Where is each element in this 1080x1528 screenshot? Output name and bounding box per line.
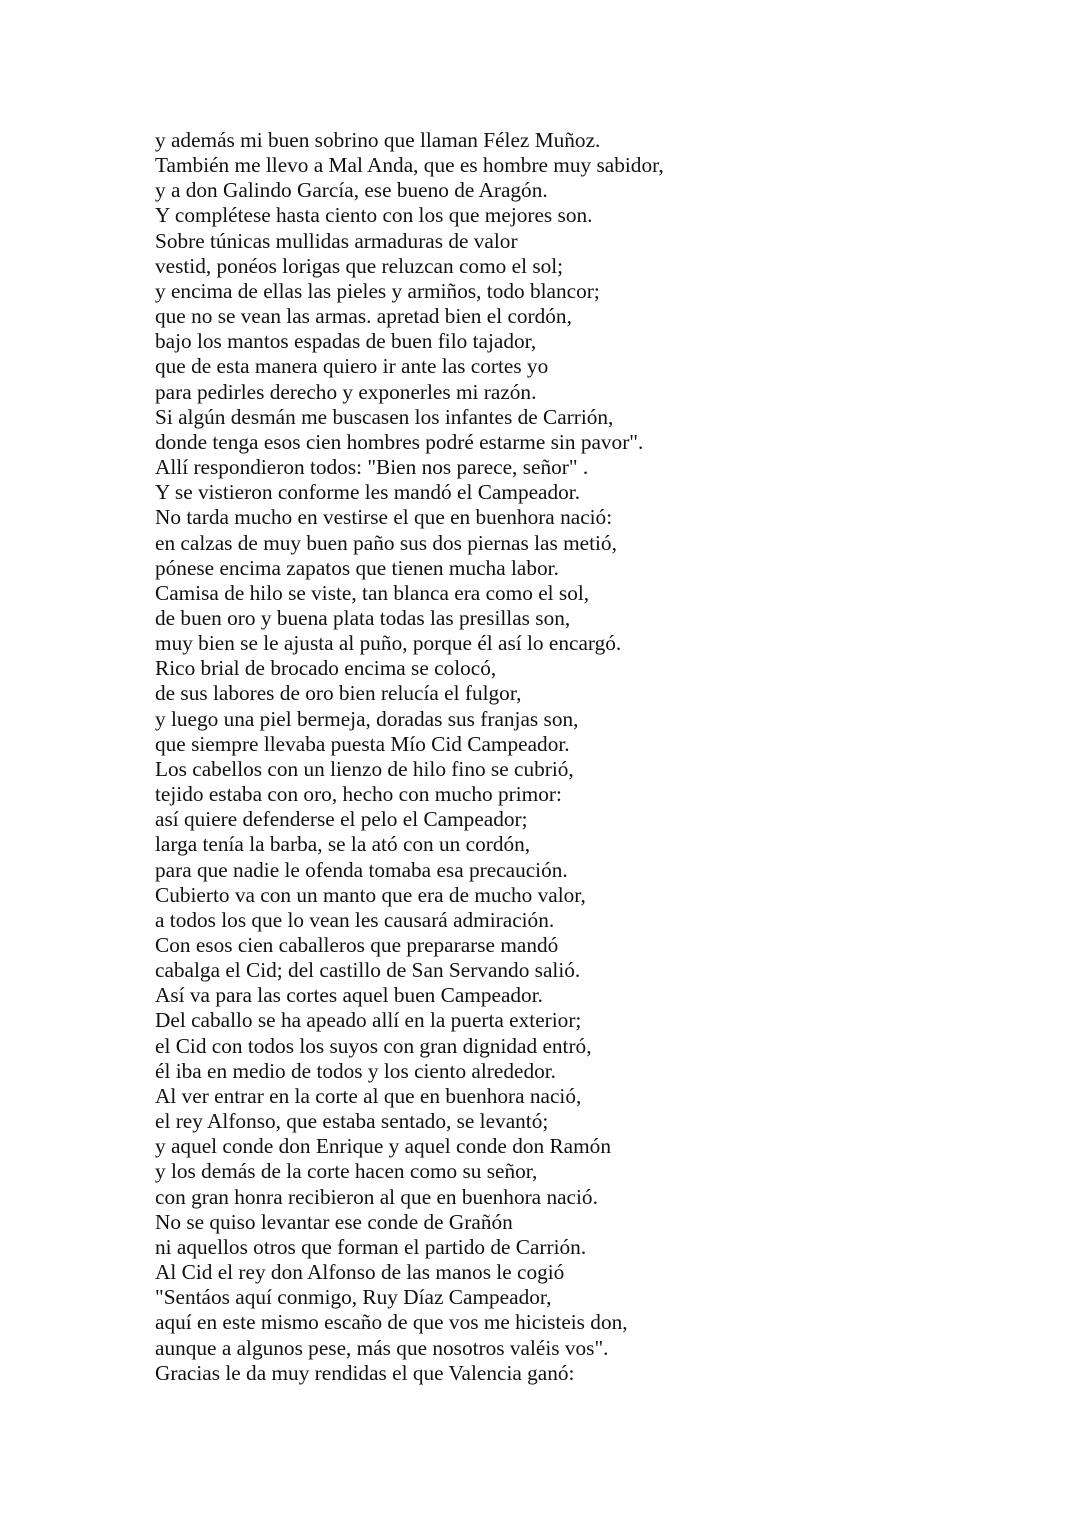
verse-line: Con esos cien caballeros que prepararse mandó [155,933,559,957]
verse-line: de sus labores de oro bien relucía el fulgor, [155,681,522,706]
verse-line: Los cabellos con un lienzo de hilo fino se cubrió, [155,756,574,781]
verse-line: aquí en este mismo escaño de que vos me hicisteis don, [155,1310,628,1335]
verse-line: Camisa de hilo se viste, tan blanca era como el sol, [155,580,590,605]
verse-line: vestid, ponéos lorigas que reluzcan como el sol; [155,253,564,278]
verse-line: de buen oro y buena plata todas las presillas son, [155,605,571,630]
verse-line: que siempre llevaba puesta Mío Cid Campeador. [155,731,570,756]
verse-line: y aquel conde don Enrique y aquel conde don Ramón [155,1134,611,1159]
verse-line: Cubierto va con un manto que era de mucho valor, [155,882,586,907]
verse-line: él iba en medio de todos y los ciento alrededor. [155,1058,556,1083]
verse-line: Y se vistieron conforme les mandó el Campeador. [155,480,581,505]
verse-line: Sobre túnicas mullidas armaduras de valor [155,228,518,253]
verse-line: No se quiso levantar ese conde de Grañón [155,1209,513,1234]
verse-line: pónese encima zapatos que tienen mucha labor. [155,555,559,580]
verse-line: Al Cid el rey don Alfonso de las manos le cogió [155,1260,565,1285]
verse-line: a todos los que lo vean les causará admiración. [155,907,555,932]
verse-line: cabalga el Cid; del castillo de San Servando salió. [155,958,581,983]
poem-text [155,128,664,1386]
verse-line: el Cid con todos los suyos con gran dignidad entró, [155,1033,592,1058]
verse-line: y encima de ellas las pieles y armiños, todo blancor; [155,278,600,303]
verse-line: para pedirles derecho y exponerles mi razón. [155,379,537,404]
verse-line: Si algún desmán me buscasen los infantes de Carrión, [155,404,614,429]
verse-line: muy bien se le ajusta al puño, porque él así lo encargó. [155,631,622,656]
verse-line: que no se vean las armas. apretad bien el cordón, [155,304,572,329]
verse-line: para que nadie le ofenda tomaba esa precaución. [155,857,568,882]
verse-line: Y complétese hasta ciento con los que mejores son. [155,203,593,228]
verse-line: bajo los mantos espadas de buen filo tajador, [155,329,537,354]
verse-line: y a don Galindo García, ese bueno de Aragón. [155,178,548,203]
verse-line: y los demás de la corte hacen como su señor, [155,1159,538,1184]
verse-line: aunque a algunos pese, más que nosotros valéis vos". [155,1335,609,1360]
verse-line: así quiere defenderse el pelo el Campeador; [155,807,528,832]
verse-line: Rico brial de brocado encima se colocó, [155,656,497,681]
verse-line: tejido estaba con oro, hecho con mucho primor: [155,782,562,807]
verse-line: donde tenga esos cien hombres podré estarme sin pavor". [155,429,644,454]
verse-line: que de esta manera quiero ir ante las cortes yo [155,354,549,379]
verse-line: No tarda mucho en vestirse el que en buenhora nació: [155,505,613,530]
verse-line: con gran honra recibieron al que en buenhora nació. [155,1184,598,1209]
verse-line: Así va para las cortes aquel buen Campeador. [155,983,543,1008]
verse-line: ni aquellos otros que forman el partido de Carrión. [155,1234,587,1259]
verse-line: Allí respondieron todos: "Bien nos parece, señor" . [155,455,589,480]
verse-line: y además mi buen sobrino que llaman Félez Muñoz. [155,128,601,152]
verse-line: larga tenía la barba, se la ató con un cordón, [155,832,531,857]
verse-line: También me llevo a Mal Anda, que es hombre muy sabidor, [155,153,664,178]
verse-line: el rey Alfonso, que estaba sentado, se levantó; [155,1109,549,1134]
verse-line: Gracias le da muy rendidas el que Valencia ganó: [155,1360,575,1385]
verse-line: Al ver entrar en la corte al que en buenhora nació, [155,1083,582,1108]
verse-line: "Sentáos aquí conmigo, Ruy Díaz Campeador, [155,1285,552,1310]
verse-line: en calzas de muy buen paño sus dos piernas las metió, [155,530,617,555]
verse-line: y luego una piel bermeja, doradas sus franjas son, [155,706,579,731]
verse-line: Del caballo se ha apeado allí en la puerta exterior; [155,1008,582,1033]
